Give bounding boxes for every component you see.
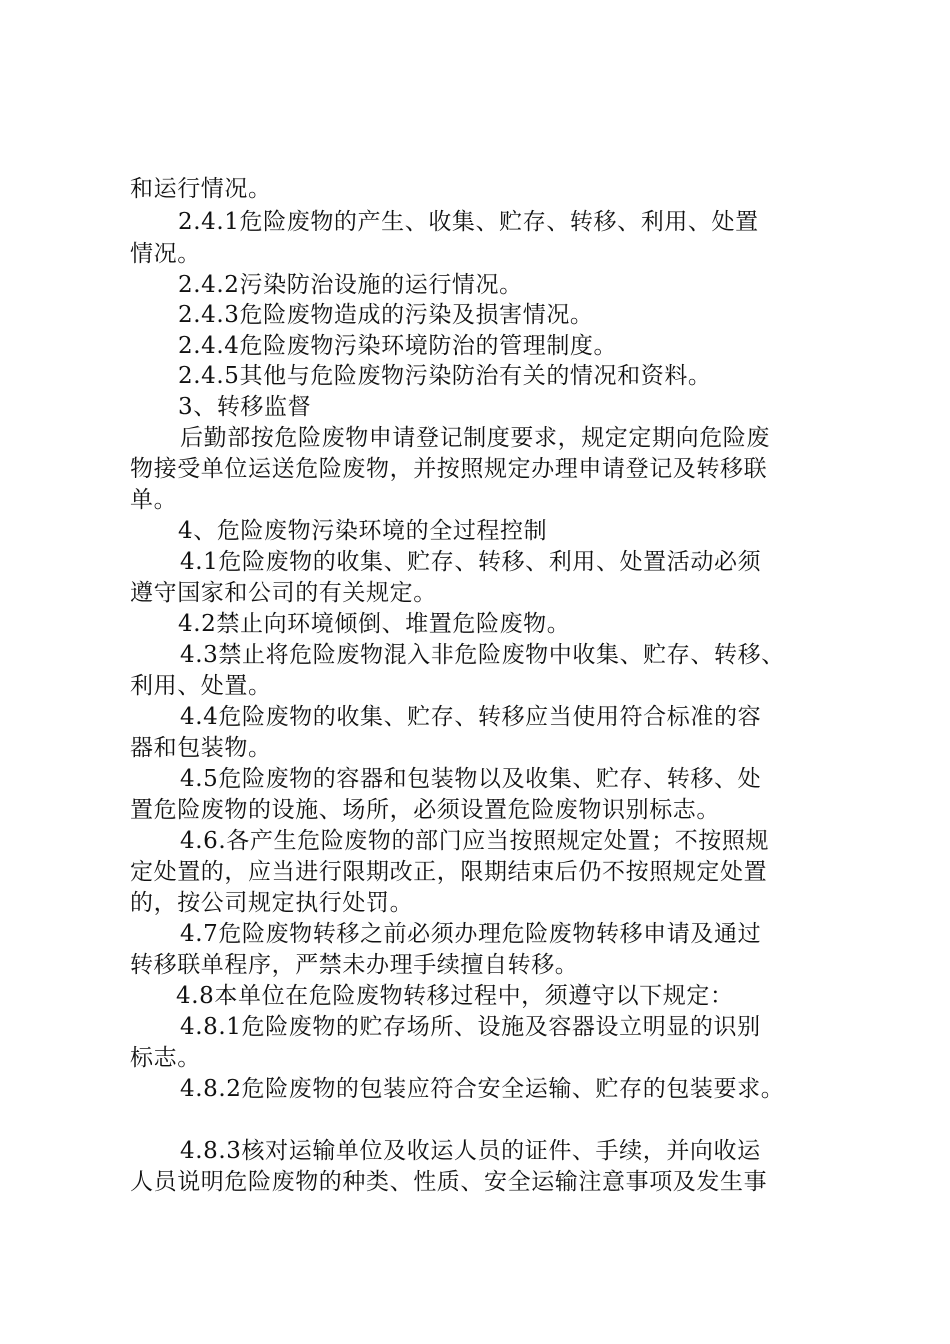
text-line: 单。 — [130, 487, 178, 513]
text-line: 标志。 — [130, 1045, 201, 1071]
text-line: 4.8.1危险废物的贮存场所、设施及容器设立明显的识别 — [180, 1014, 761, 1040]
text-line: 人员说明危险废物的种类、性质、安全运输注意事项及发生事 — [130, 1169, 768, 1195]
text-line: 器和包装物。 — [130, 735, 272, 761]
text-line: 利用、处置。 — [130, 673, 272, 699]
text-line: 4.8.3核对运输单位及收运人员的证件、手续，并向收运 — [180, 1138, 761, 1164]
text-line: 物接受单位运送危险废物，并按照规定办理申请登记及转移联 — [130, 456, 768, 482]
text-line: 2.4.2污染防治设施的运行情况。 — [178, 272, 523, 298]
text-line: 的，按公司规定执行处罚。 — [130, 890, 414, 916]
section-heading: 4、危险废物污染环境的全过程控制 — [178, 518, 548, 544]
text-line: 4.1危险废物的收集、贮存、转移、利用、处置活动必须 — [180, 549, 762, 575]
text-line: 定处置的，应当进行限期改正，限期结束后仍不按照规定处置 — [130, 859, 768, 885]
section-heading: 3、转移监督 — [178, 394, 312, 420]
text-line: 4.7危险废物转移之前必须办理危险废物转移申请及通过 — [180, 921, 762, 947]
text-line: 2.4.1危险废物的产生、收集、贮存、转移、利用、处置 — [178, 209, 759, 235]
text-line: 遵守国家和公司的有关规定。 — [130, 580, 437, 606]
text-line: 4.2禁止向环境倾倒、堆置危险废物。 — [178, 611, 571, 637]
text-line: 2.4.5其他与危险废物污染防治有关的情况和资料。 — [178, 363, 712, 389]
text-line: 置危险废物的设施、场所，必须设置危险废物识别标志。 — [130, 797, 720, 823]
text-line: 4.8.2危险废物的包装应符合安全运输、贮存的包装要求。 — [180, 1076, 785, 1102]
text-line: 转移联单程序，严禁未办理手续擅自转移。 — [130, 952, 579, 978]
text-line: 情况。 — [130, 241, 201, 267]
text-line: 4.4危险废物的收集、贮存、转移应当使用符合标准的容 — [180, 704, 762, 730]
text-line: 4.8本单位在危险废物转移过程中，须遵守以下规定： — [176, 983, 734, 1009]
text-line: 4.5危险废物的容器和包装物以及收集、贮存、转移、处 — [180, 766, 762, 792]
text-line: 2.4.3危险废物造成的污染及损害情况。 — [178, 302, 594, 328]
text-line: 和运行情况。 — [130, 176, 272, 202]
text-line: 2.4.4危险废物污染环境防治的管理制度。 — [178, 333, 618, 359]
text-line: 4.3禁止将危险废物混入非危险废物中收集、贮存、转移、 — [180, 642, 785, 668]
text-line: 4.6.各产生危险废物的部门应当按照规定处置；不按照规 — [180, 828, 770, 854]
text-line: 后勤部按危险废物申请登记制度要求，规定定期向危险废 — [180, 425, 770, 451]
